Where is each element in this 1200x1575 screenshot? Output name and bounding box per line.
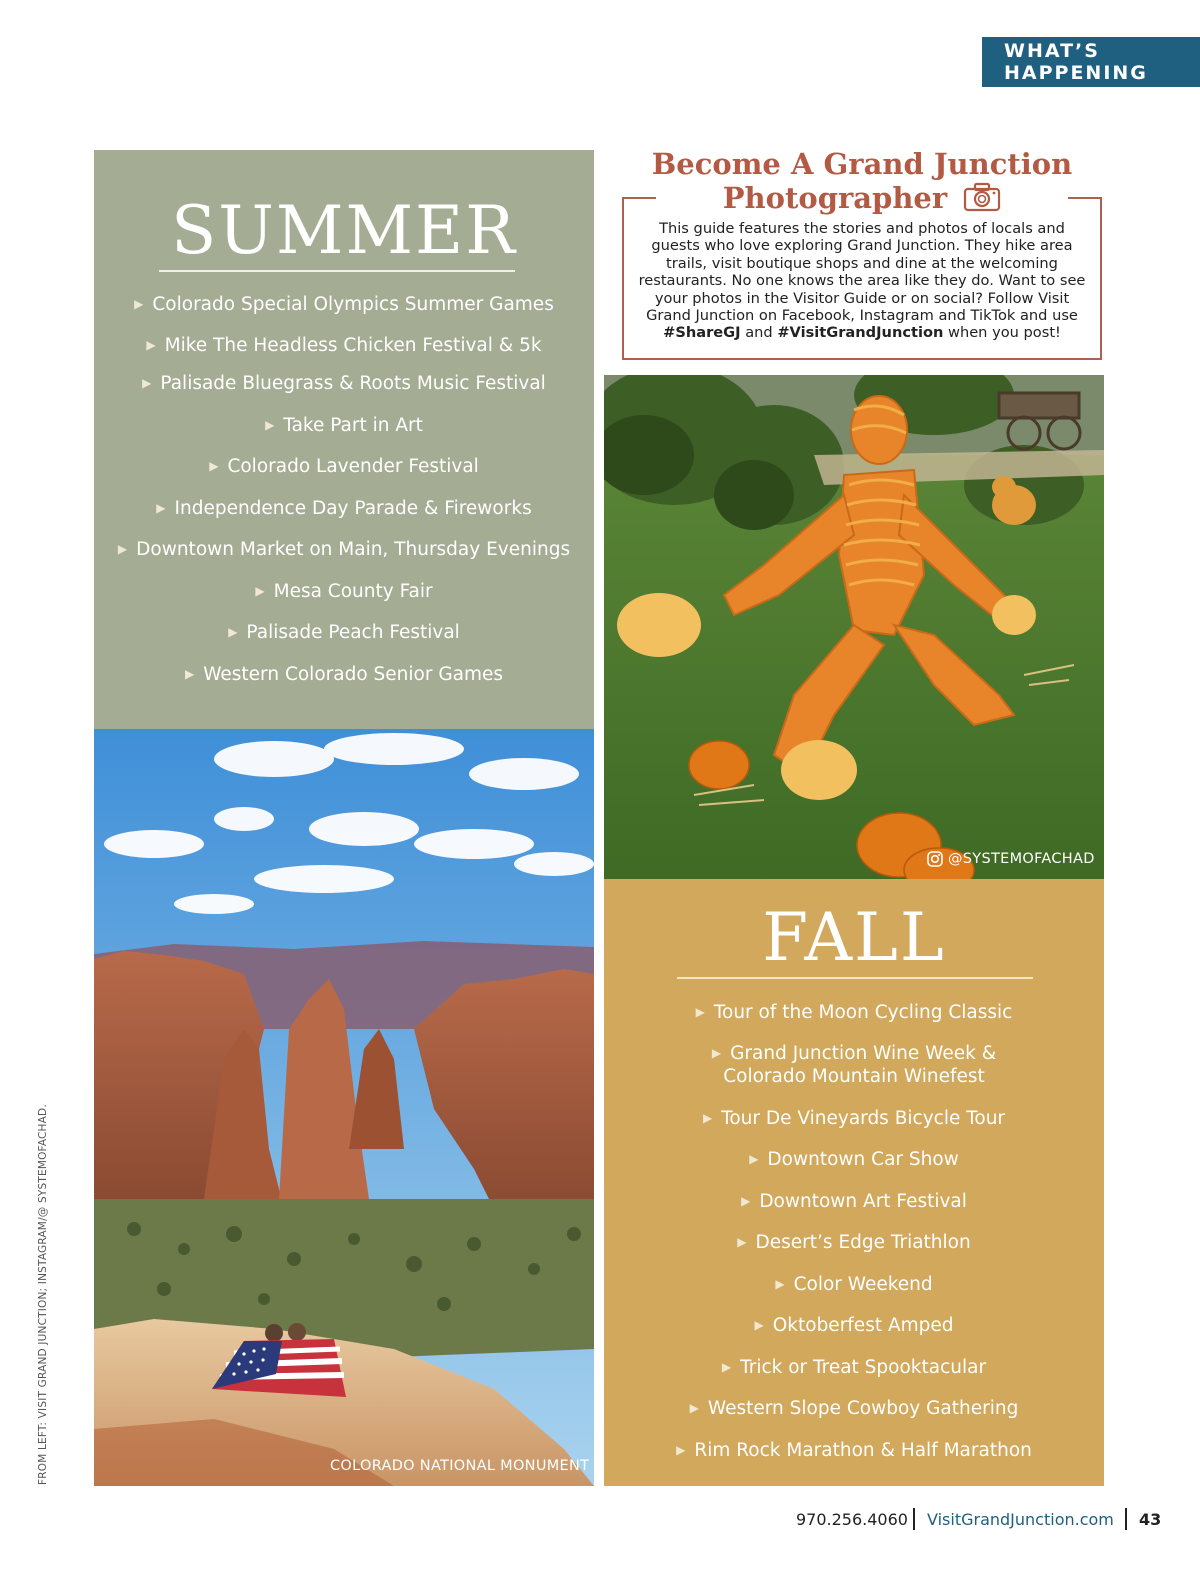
page-number: 43	[1139, 1510, 1162, 1529]
list-item: ▶ Palisade Peach Festival	[228, 622, 460, 643]
instagram-credit: @SYSTEMOFACHAD	[927, 851, 1095, 867]
promo-body: This guide features the stories and photos of locals and guests who love exploring Grand Junction. They hike area trails, visit boutique shops and dine at the welcoming restaurants. No one knows the area like they do. Want to see your photos in the Visitor Guide or on social? Follow Visit Grand Junction on Facebook, Instagram and TikTok and use #ShareGJ and #VisitGrandJunction when you post!	[638, 220, 1086, 342]
pumpkin-illustration	[604, 375, 1104, 879]
pumpkin-photo	[604, 375, 1104, 879]
list-item: ▶ Oktoberfest Amped	[754, 1315, 954, 1336]
list-item: ▶ Western Colorado Senior Games	[184, 664, 504, 685]
triangle-bullet-icon: ▶	[702, 1111, 713, 1125]
triangle-bullet-icon: ▶	[142, 376, 152, 390]
instagram-icon	[927, 851, 943, 867]
triangle-bullet-icon: ▶	[754, 1318, 764, 1332]
triangle-bullet-icon: ▶	[255, 584, 265, 598]
list-item: ▶ Palisade Bluegrass & Roots Music Festival	[142, 373, 546, 394]
website-link[interactable]: VisitGrandJunction.com	[927, 1510, 1114, 1529]
fall-title: FALL	[762, 899, 946, 976]
list-item: ▶ Desert’s Edge Triathlon	[737, 1232, 971, 1253]
hashtag-sharegj: #ShareGJ	[663, 324, 741, 342]
list-item: ▶ Color Weekend	[775, 1274, 933, 1295]
triangle-bullet-icon: ▶	[737, 1235, 747, 1249]
summer-panel	[94, 150, 594, 729]
triangle-bullet-icon: ▶	[265, 418, 275, 432]
fall-panel	[604, 879, 1104, 1486]
list-item: ▶ Colorado Special Olympics Summer Games	[134, 294, 554, 315]
canyon-photo	[94, 729, 594, 1486]
promo-title: Become A Grand Junction Photographer	[640, 147, 1084, 219]
list-item: Colorado Mountain Winefest	[723, 1066, 985, 1087]
list-item: ▶ Rim Rock Marathon & Half Marathon	[676, 1440, 1032, 1461]
triangle-bullet-icon: ▶	[721, 1360, 732, 1374]
triangle-bullet-icon: ▶	[209, 459, 219, 473]
summer-divider	[159, 270, 515, 272]
canyon-illustration	[94, 729, 594, 1486]
list-item: ▶ Downtown Car Show	[749, 1149, 959, 1170]
list-item: ▶ Take Part in Art	[265, 415, 423, 436]
list-item: ▶ Independence Day Parade & Fireworks	[156, 498, 532, 519]
triangle-bullet-icon: ▶	[711, 1046, 722, 1060]
photo-credit: FROM LEFT: VISIT GRAND JUNCTION; INSTAGRAM/@ SYSTEMOFACHAD.	[37, 1104, 49, 1485]
list-item: ▶ Mesa County Fair	[255, 581, 433, 602]
list-item: ▶ Downtown Art Festival	[741, 1191, 967, 1212]
triangle-bullet-icon: ▶	[695, 1005, 705, 1019]
fall-divider	[677, 977, 1033, 979]
triangle-bullet-icon: ▶	[134, 297, 144, 311]
page-footer	[0, 1510, 1200, 1534]
list-item: ▶ Tour De Vineyards Bicycle Tour	[702, 1108, 1006, 1129]
triangle-bullet-icon: ▶	[117, 542, 128, 556]
list-item: ▶ Downtown Market on Main, Thursday Evenings	[117, 539, 571, 560]
list-item: ▶ Trick or Treat Spooktacular	[721, 1357, 987, 1378]
summer-title: SUMMER	[171, 192, 517, 269]
triangle-bullet-icon: ▶	[184, 667, 195, 681]
section-tab: WHAT’S HAPPENING	[982, 37, 1200, 87]
triangle-bullet-icon: ▶	[749, 1152, 759, 1166]
triangle-bullet-icon: ▶	[676, 1443, 686, 1457]
triangle-bullet-icon: ▶	[228, 625, 238, 639]
phone-number: 970.256.4060	[796, 1510, 908, 1529]
list-item: ▶ Grand Junction Wine Week &	[711, 1043, 997, 1064]
list-item: ▶ Tour of the Moon Cycling Classic	[695, 1002, 1013, 1023]
footer-divider	[913, 1508, 915, 1530]
list-item: ▶ Mike The Headless Chicken Festival & 5k	[146, 335, 542, 356]
list-item: ▶ Western Slope Cowboy Gathering	[689, 1398, 1019, 1419]
footer-divider	[1125, 1508, 1127, 1530]
canyon-caption: COLORADO NATIONAL MONUMENT	[330, 1458, 590, 1474]
triangle-bullet-icon: ▶	[146, 338, 156, 352]
triangle-bullet-icon: ▶	[741, 1194, 751, 1208]
camera-icon	[963, 182, 1001, 219]
list-item: ▶ Colorado Lavender Festival	[209, 456, 479, 477]
triangle-bullet-icon: ▶	[689, 1401, 699, 1415]
triangle-bullet-icon: ▶	[775, 1277, 785, 1291]
triangle-bullet-icon: ▶	[156, 501, 166, 515]
hashtag-visitgrandjunction: #VisitGrandJunction	[777, 324, 944, 342]
